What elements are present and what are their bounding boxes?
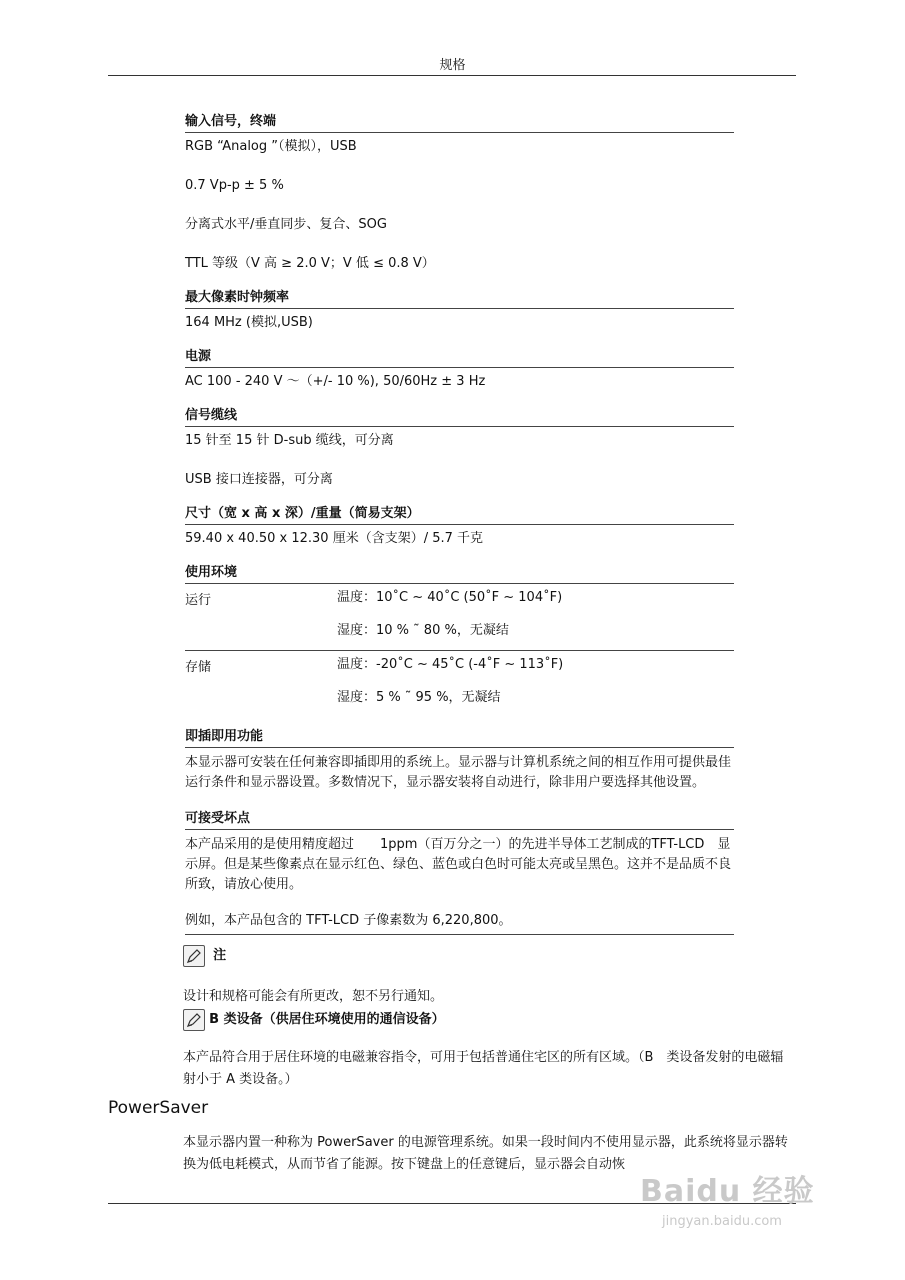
- page-header-title: 规格: [439, 58, 466, 73]
- note-section: [183, 944, 795, 1004]
- spec-value: 164 MHz (模拟,USB): [185, 315, 313, 330]
- humidity-value: 湿度：10 % ˜ 80 %，无凝结: [337, 623, 509, 638]
- note-pencil-icon: [183, 945, 205, 967]
- section-title: 即插即用功能: [185, 727, 734, 748]
- spec-environment: [185, 563, 734, 717]
- section-title: 输入信号，终端: [185, 112, 734, 133]
- spec-paragraph: 例如，本产品包含的 TFT-LCD 子像素数为 6,220,800。: [185, 913, 512, 928]
- spec-value: USB 接口连接器，可分离: [185, 472, 333, 487]
- spec-value: AC 100 - 240 V ～（+/- 10 %), 50/60Hz ± 3 Hz: [185, 374, 486, 389]
- section-title: 使用环境: [185, 563, 734, 584]
- class-b-section: [183, 1008, 795, 1091]
- spec-power: [185, 347, 734, 391]
- spec-value: 15 针至 15 针 D-sub 缆线，可分离: [185, 433, 394, 448]
- humidity-value: 湿度：5 % ˜ 95 %，无凝结: [337, 690, 501, 705]
- watermark-url: jingyan.baidu.com: [662, 1214, 782, 1229]
- class-b-title: B 类设备（供居住环境使用的通信设备）: [209, 1012, 445, 1027]
- section-title: 可接受坏点: [185, 809, 734, 830]
- environment-row-storage: [185, 651, 734, 717]
- spec-value: 分离式水平/垂直同步、复合、SOG: [185, 217, 387, 232]
- baidu-watermark: [640, 1166, 815, 1229]
- spec-input-signal: [185, 112, 734, 273]
- spec-value: 59.40 x 40.50 x 12.30 厘米（含支架）/ 5.7 千克: [185, 531, 484, 546]
- class-b-text: 本产品符合用于居住环境的电磁兼容指令，可用于包括普通住宅区的所有区域。（B 类设备发射的电磁辐射小于 A 类设备。）: [183, 1049, 784, 1087]
- note-label: 注: [213, 948, 227, 963]
- spec-plug-and-play: [185, 727, 734, 793]
- environment-label: 存储: [185, 660, 212, 675]
- temperature-value: 温度：10˚C ~ 40˚C (50˚F ~ 104˚F): [337, 590, 563, 605]
- section-title: 信号缆线: [185, 406, 734, 427]
- spec-dimensions: [185, 504, 734, 548]
- powersaver-title: PowerSaver: [108, 1098, 209, 1118]
- spec-table: [185, 112, 734, 940]
- header-divider: [108, 75, 796, 76]
- spec-pixel-clock: [185, 288, 734, 332]
- section-title: 最大像素时钟频率: [185, 288, 734, 309]
- watermark-logo: Baidu 经验: [640, 1174, 815, 1209]
- powersaver-text: 本显示器内置一种称为 PowerSaver 的电源管理系统。如果一段时间内不使用显示器，此系统将显示器转换为低电耗模式，从而节省了能源。按下键盘上的任意键后，显示器会自动恢: [183, 1135, 788, 1172]
- spec-value: TTL 等级（V 高 ≥ 2.0 V；V 低 ≤ 0.8 V）: [185, 256, 435, 271]
- spec-signal-cable: [185, 406, 734, 489]
- spec-value: RGB “Analog ”（模拟），USB: [185, 139, 357, 154]
- environment-label: 运行: [185, 593, 212, 608]
- section-title: 尺寸（宽 x 高 x 深）/重量（简易支架）: [185, 504, 734, 525]
- spec-value: 0.7 Vp-p ± 5 %: [185, 178, 284, 193]
- section-title: 电源: [185, 347, 734, 368]
- note-pencil-icon: [183, 1009, 205, 1031]
- spec-dead-pixels: [185, 809, 734, 935]
- note-text: 设计和规格可能会有所更改，恕不另行通知。: [183, 988, 444, 1004]
- temperature-value: 温度：-20˚C ~ 45˚C (-4˚F ~ 113˚F): [337, 657, 564, 672]
- spec-paragraph: 本显示器可安装在任何兼容即插即用的系统上。显示器与计算机系统之间的相互作用可提供最佳运行条件和显示器设置。多数情况下，显示器安装将自动进行，除非用户要选择其他设置。: [185, 755, 732, 790]
- table-end-divider: [185, 934, 734, 935]
- spec-paragraph: 本产品采用的是使用精度超过 1ppm（百万分之一）的先进半导体工艺制成的TFT-LCD 显示屏。但是某些像素点在显示红色、绿色、蓝色或白色时可能太亮或呈黑色。这并不是品质不良所致，请放心使用。: [185, 837, 732, 892]
- environment-row-operating: [185, 584, 734, 651]
